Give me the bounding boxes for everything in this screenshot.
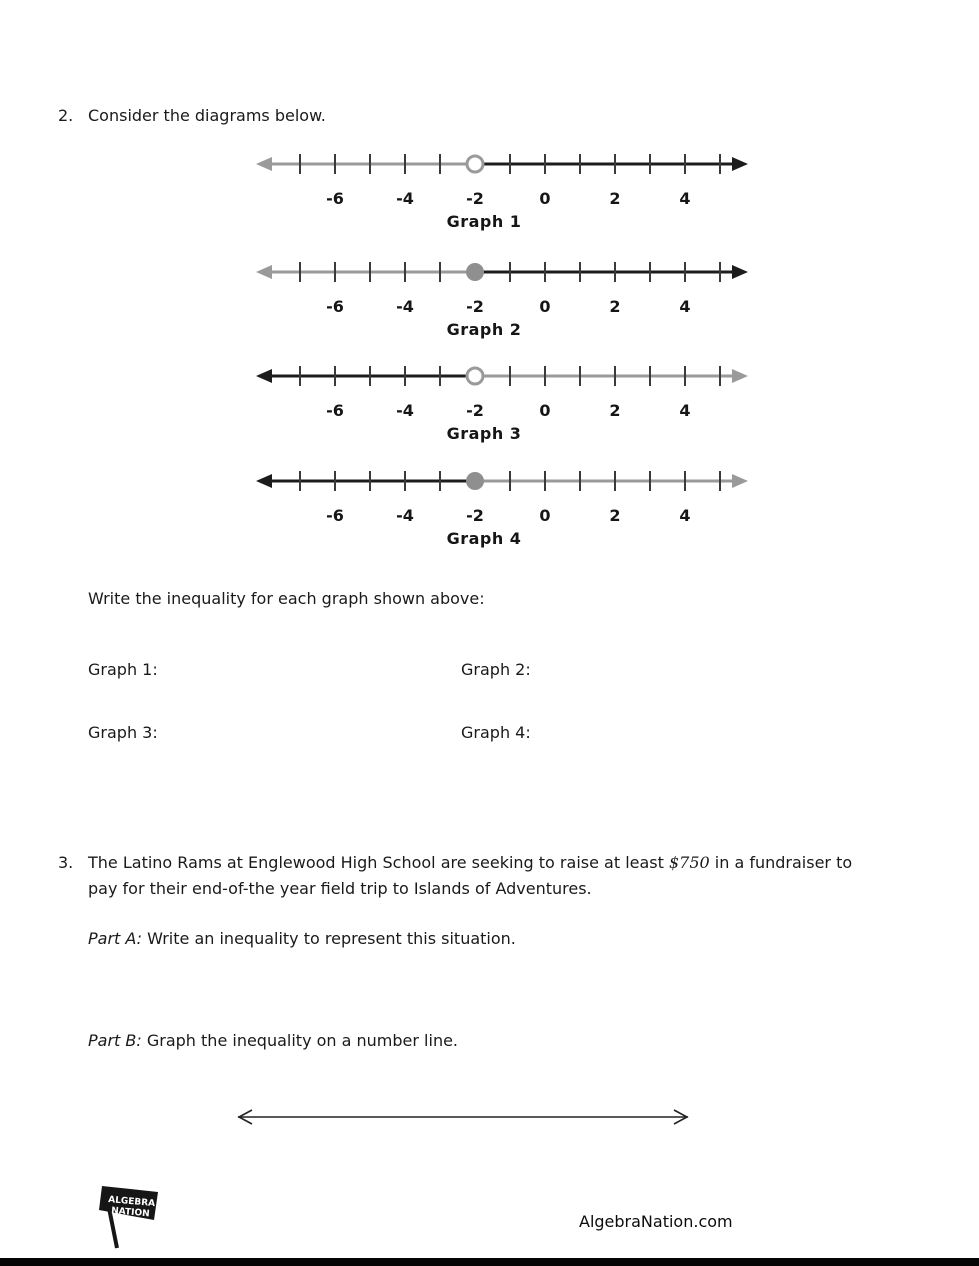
svg-text:-4: -4 [396, 401, 414, 420]
question3-amount: $750 [668, 853, 710, 872]
part-b-label: Part B: [88, 1031, 142, 1050]
svg-text:-2: -2 [466, 506, 484, 525]
graph-1-answer-label: Graph 1: [88, 660, 158, 679]
part-a-text: Write an inequality to represent this situation. [147, 929, 516, 948]
svg-text:-4: -4 [396, 297, 414, 316]
svg-text:0: 0 [539, 401, 551, 420]
svg-text:-6: -6 [326, 297, 344, 316]
svg-text:4: 4 [679, 401, 691, 420]
question2-heading [58, 106, 326, 125]
svg-text:-2: -2 [466, 401, 484, 420]
graph-2-caption: Graph 2 [446, 320, 522, 339]
svg-text:-4: -4 [396, 189, 414, 208]
svg-text:4: 4 [679, 297, 691, 316]
part-b-text: Graph the inequality on a number line. [146, 1031, 459, 1050]
graph-1-caption: Graph 1 [446, 212, 522, 231]
graph-1-figure [252, 146, 752, 231]
svg-text:2: 2 [609, 297, 621, 316]
svg-text:4: 4 [679, 189, 691, 208]
graph-3-figure [252, 358, 752, 443]
graph-4-figure [252, 463, 752, 548]
graph-3-answer-label: Graph 3: [88, 723, 158, 742]
page-bottom-border [0, 1258, 979, 1266]
svg-text:4: 4 [679, 506, 691, 525]
blank-number-line [228, 1105, 698, 1133]
graph-2-figure [252, 254, 752, 339]
svg-text:0: 0 [539, 506, 551, 525]
svg-text:-2: -2 [466, 297, 484, 316]
graph-4-answer-label: Graph 4: [461, 723, 531, 742]
svg-text:-6: -6 [326, 401, 344, 420]
svg-text:2: 2 [609, 189, 621, 208]
question3-part-a [88, 929, 516, 949]
question2-text: Consider the diagrams below. [88, 106, 326, 125]
inequality-prompt: Write the inequality for each graph shown above: [88, 589, 485, 608]
svg-text:0: 0 [539, 189, 551, 208]
graph-3-caption: Graph 3 [446, 424, 522, 443]
part-a-label: Part A: [88, 929, 143, 948]
logo-text-line2: NATION [110, 1206, 150, 1220]
graph-2-number-line [252, 254, 752, 318]
logo-text-line1: ALGEBRA [107, 1195, 156, 1210]
graph-4-caption: Graph 4 [446, 529, 522, 548]
question3-text-before: The Latino Rams at Englewood High School are seeking to raise at least [88, 853, 669, 872]
svg-text:-2: -2 [466, 189, 484, 208]
question2-number: 2. [58, 106, 74, 125]
question3-number: 3. [58, 853, 74, 872]
svg-text:2: 2 [609, 401, 621, 420]
graph-3-number-line [252, 358, 752, 422]
footer-site-name: AlgebraNation.com [579, 1212, 733, 1231]
question3-part-b [88, 1031, 458, 1051]
question3-text [88, 850, 873, 902]
svg-text:-4: -4 [396, 506, 414, 525]
svg-text:2: 2 [609, 506, 621, 525]
question3-text-after: in a fundraiser to pay for their end-of-the year field trip to Islands of Adventures. [88, 853, 853, 898]
graph-1-number-line [252, 146, 752, 210]
algebra-nation-flag-logo [96, 1178, 166, 1252]
svg-text:0: 0 [539, 297, 551, 316]
svg-text:-6: -6 [326, 189, 344, 208]
graph-4-number-line [252, 463, 752, 527]
svg-text:-6: -6 [326, 506, 344, 525]
graph-2-answer-label: Graph 2: [461, 660, 531, 679]
question3 [58, 850, 874, 902]
